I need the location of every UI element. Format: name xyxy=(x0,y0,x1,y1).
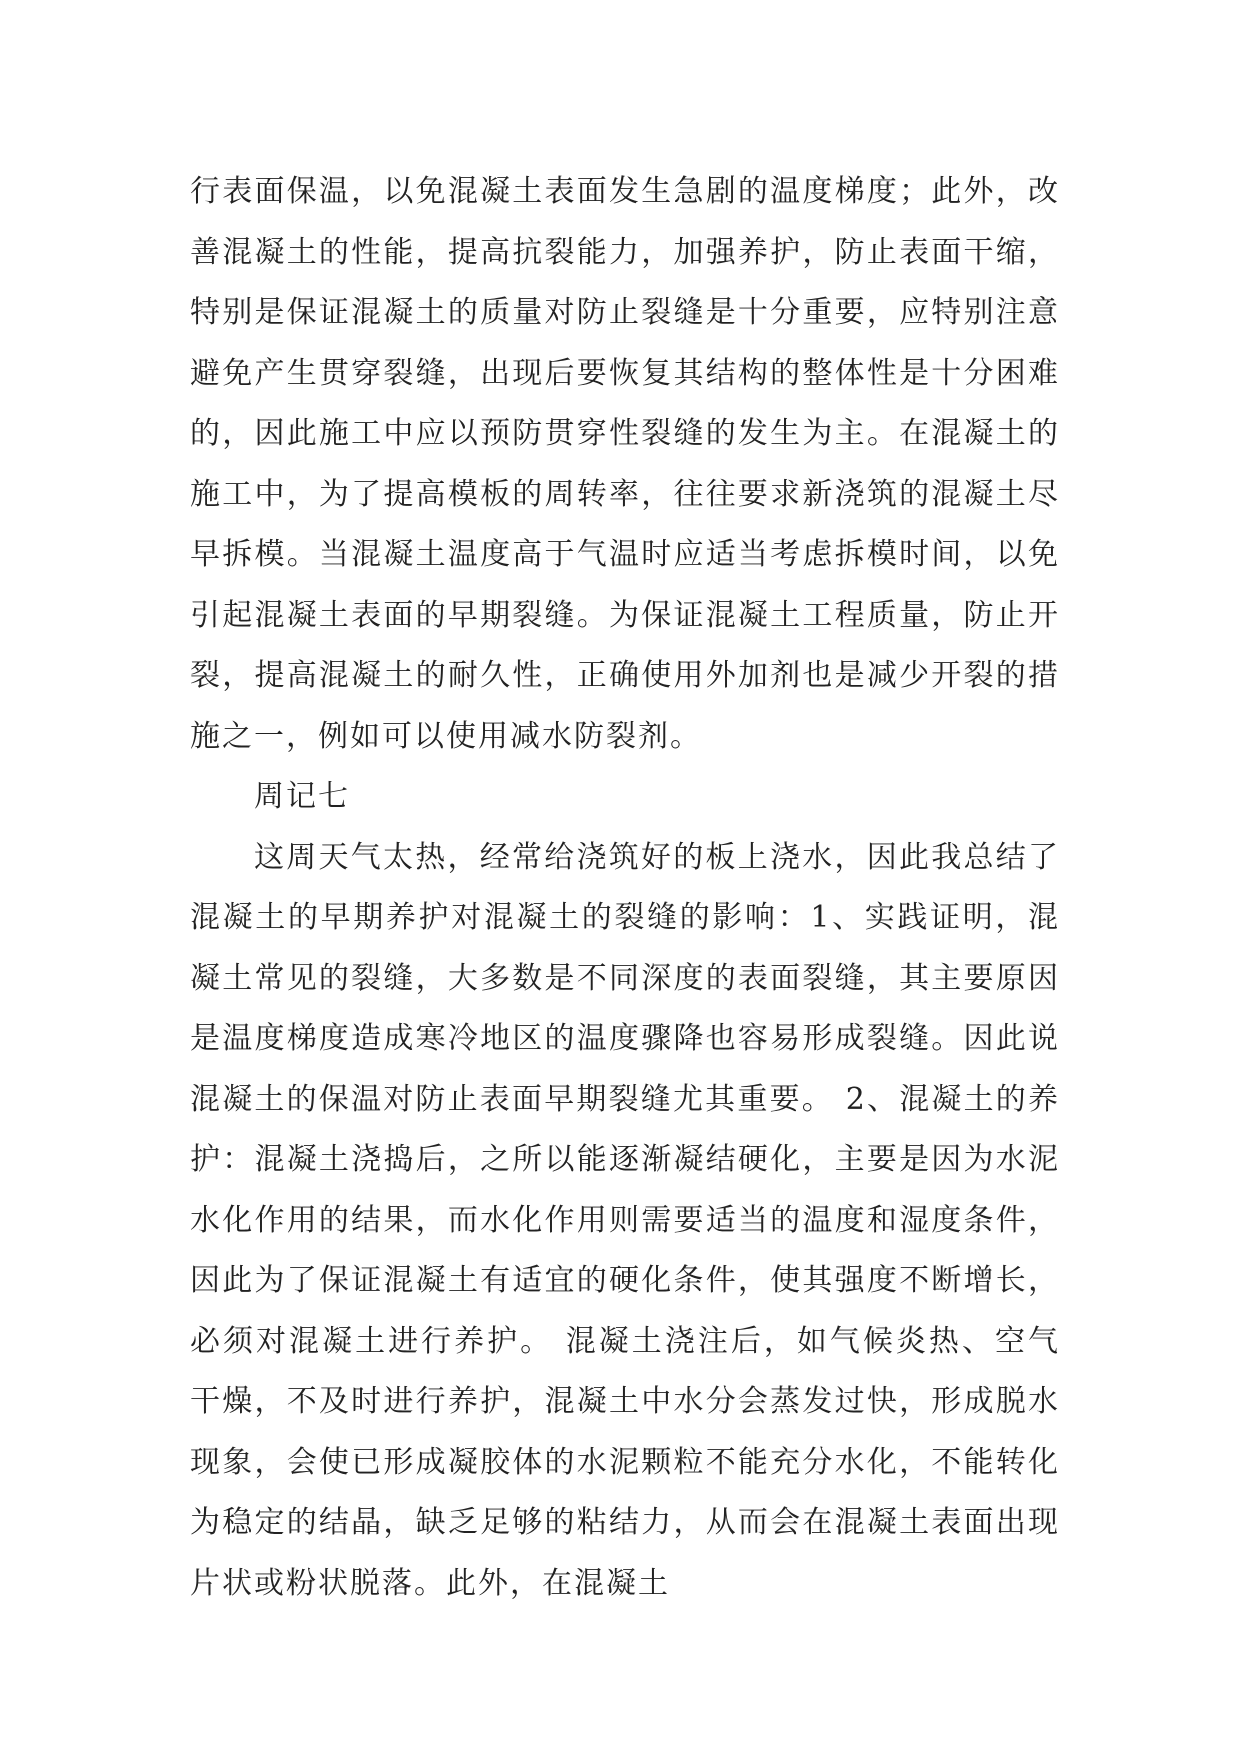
paragraph-weekly-note: 这周天气太热，经常给浇筑好的板上浇水，因此我总结了混凝土的早期养护对混凝土的裂缝的影响：1、实践证明，混凝土常见的裂缝，大多数是不同深度的表面裂缝，其主要原因是温度梯度造成寒冷地区的温度骤降也容易形成裂缝。因此说混凝土的保温对防止表面早期裂缝尤其重要。 2、混凝土的养护：混凝土浇捣后，之所以能逐渐凝结硬化，主要是因为水泥水化作用的结果，而水化作用则需要适当的温度和湿度条件，因此为了保证混凝土有适宜的硬化条件，使其强度不断增长，必须对混凝土进行养护。 混凝土浇注后，如气候炎热、空气干燥，不及时进行养护，混凝土中水分会蒸发过快，形成脱水现象，会使已形成凝胶体的水泥颗粒不能充分水化，不能转化为稳定的结晶，缺乏足够的粘结力，从而会在混凝土表面出现片状或粉状脱落。此外，在混凝土 xyxy=(190,839,1060,1601)
body-text xyxy=(190,162,1060,1614)
section-heading: 周记七 xyxy=(254,779,350,814)
paragraph-continuation: 行表面保温，以免混凝土表面发生急剧的温度梯度；此外，改善混凝土的性能，提高抗裂能力，加强养护，防止表面干缩，特别是保证混凝土的质量对防止裂缝是十分重要，应特别注意避免产生贯穿裂缝，出现后要恢复其结构的整体性是十分困难的，因此施工中应以预防贯穿性裂缝的发生为主。在混凝土的施工中，为了提高模板的周转率，往往要求新浇筑的混凝土尽早拆模。当混凝土温度高于气温时应适当考虑拆模时间，以免引起混凝土表面的早期裂缝。为保证混凝土工程质量，防止开裂，提高混凝土的耐久性，正确使用外加剂也是减少开裂的措施之一，例如可以使用减水防裂剂。 xyxy=(190,174,1060,754)
